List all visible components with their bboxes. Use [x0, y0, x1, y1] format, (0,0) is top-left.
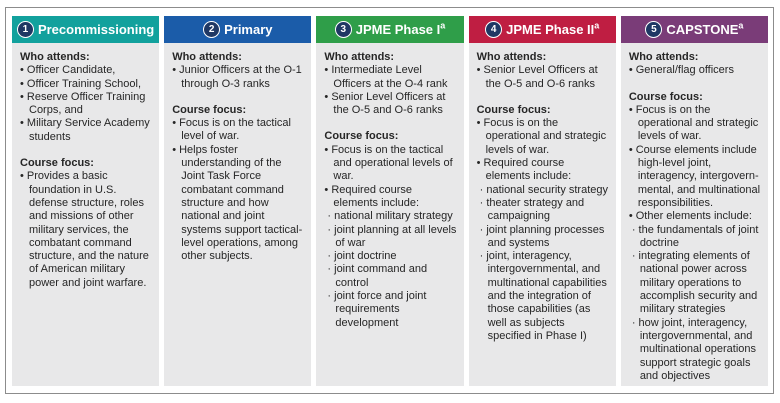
bullet-item: • Officer Candidate, [20, 64, 116, 77]
sub-bullet-item: · joint, interagency, intergovernmental, and multinational capabilities and the integration of those capabilities (as well as subjects specified in Phase I) [479, 250, 607, 342]
sub-bullet-item: · joint doctrine [327, 250, 397, 263]
section [477, 104, 609, 343]
phase-title-footnote: a [594, 20, 600, 31]
phase-body [316, 43, 463, 386]
phase-title-text: JPME Phase I [355, 22, 441, 37]
phase-column-precommissioning [12, 16, 159, 386]
bullet-item: • Focus is on the tactical level of war. [172, 117, 291, 143]
phase-title-footnote: a [440, 20, 446, 31]
section-label: Who attends: [324, 51, 395, 63]
sub-bullet-item: · integrating elements of national power across military operations to accomplish security and military strategies [631, 250, 758, 316]
bullet-item: • Junior Officers at the O-1 through O-3 ranks [172, 64, 302, 90]
phase-title-footnote: a [738, 20, 744, 31]
sub-bullet-item: · how joint, interagency, intergovernmental, and multinational operations support strategic goals and objectives [631, 316, 756, 382]
sub-bullet-item: · national military strategy [327, 210, 453, 223]
section-label: Course focus: [324, 130, 399, 143]
phase-title [224, 22, 272, 37]
phase-header [164, 16, 311, 43]
section-label: Course focus: [20, 157, 94, 170]
phase-body [164, 43, 311, 386]
bullet-item: • Intermediate Level Officers at the O-4 rank [324, 64, 448, 90]
section [324, 130, 456, 329]
phase-column-jpme-phase-i [316, 16, 463, 386]
bullet-item: • Reserve Officer Training Corps, and [20, 90, 146, 117]
sub-bullet-item: · joint planning processes and systems [479, 223, 605, 249]
section [172, 51, 304, 91]
sub-bullet-item: · joint force and joint requirements development [327, 290, 427, 329]
bullet-item: • Course elements include high-level joint, interagency, intergovernmental, and multinational responsibilities. [628, 143, 761, 209]
bullet-item: • Required course elements include: [324, 183, 420, 209]
sub-bullet-item: · the fundamentals of joint doctrine [631, 223, 759, 249]
phase-body [12, 43, 159, 386]
phase-title [666, 22, 743, 37]
section-label: Who attends: [628, 51, 699, 63]
sub-bullet-item: · joint planning at all levels of war [327, 223, 457, 249]
bullet-item: • Focus is on the operational and strategic levels of war. [628, 103, 759, 143]
phase-column-primary [164, 16, 311, 386]
education-phase-columns [12, 16, 768, 386]
phase-title-text: Primary [224, 22, 273, 37]
phase-title [38, 22, 154, 37]
bullet-item: • Senior Level Officers at the O-5 and O-6 ranks [324, 90, 446, 117]
bullet-item: • General/flag officers [628, 64, 734, 77]
section-label: Who attends: [172, 51, 242, 63]
sub-bullet-item: · joint command and control [327, 263, 428, 289]
bullet-item: • Other elements include: [628, 210, 752, 223]
phase-title-text: JPME Phase II [506, 22, 595, 37]
sub-bullet-item: · national security strategy [479, 183, 608, 196]
phase-title [356, 22, 446, 37]
phase-header [469, 16, 616, 43]
phase-body [621, 43, 768, 386]
phase-body [469, 43, 616, 386]
phase-number-badge: 1 [17, 21, 34, 38]
section [477, 51, 609, 91]
phase-number-badge: 4 [485, 21, 502, 38]
section [324, 51, 456, 117]
section [172, 104, 304, 264]
phase-title-text: Precommissioning [37, 22, 155, 37]
phase-header [12, 16, 159, 43]
bullet-item: • Required course elements include: [476, 157, 572, 183]
section-label: Who attends: [476, 51, 547, 63]
bullet-item: • Focus is on the tactical and operational levels of war. [324, 143, 453, 183]
section-label: Course focus: [628, 90, 703, 103]
phase-number-badge: 5 [645, 21, 662, 38]
phase-number-badge: 2 [203, 21, 220, 38]
bullet-item: • Officer Training School, [20, 77, 142, 90]
section-label: Who attends: [20, 51, 90, 63]
bullet-item: • Military Service Academy students [20, 117, 150, 143]
section [20, 157, 152, 290]
section [629, 91, 761, 384]
bullet-item: • Provides a basic foundation in U.S. defense structure, roles and missions of other military services, the combatant command structure, and the nature of American military power and joint warfare. [20, 170, 149, 289]
phase-column-capstone [621, 16, 768, 386]
bullet-item: • Focus is on the operational and strategic levels of war. [476, 117, 607, 156]
sub-bullet-item: · theater strategy and campaigning [479, 196, 585, 223]
bullet-item: • Helps foster understanding of the Joint Task Force combatant command structure and how national and joint systems support tactical-level operations, among other subjects. [172, 143, 303, 263]
section-label: Course focus: [476, 103, 551, 116]
phase-title-text: CAPSTONE [666, 22, 739, 37]
phase-header [621, 16, 768, 43]
phase-number-badge: 3 [335, 21, 352, 38]
phase-title [506, 22, 599, 37]
phase-column-jpme-phase-ii [469, 16, 616, 386]
section-label: Course focus: [172, 103, 247, 116]
phase-header [316, 16, 463, 43]
section [629, 51, 761, 78]
bullet-item: • Senior Level Officers at the O-5 and O-6 ranks [476, 64, 598, 90]
section [20, 51, 152, 144]
